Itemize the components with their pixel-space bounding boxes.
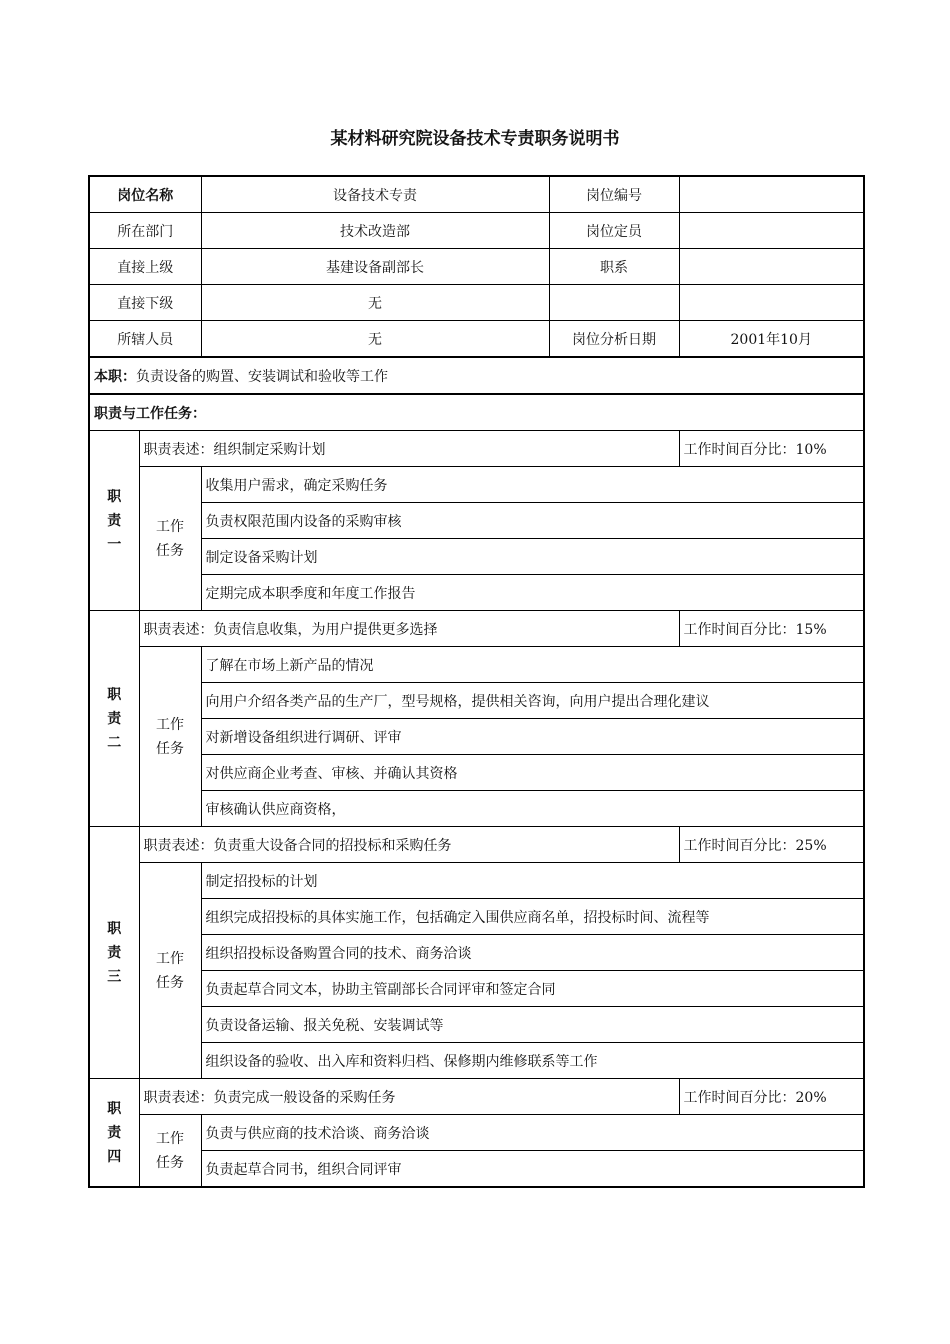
task-item: 组织设备的验收、出入库和资料归档、保修期内维修联系等工作 (201, 1043, 864, 1079)
header-row (89, 285, 864, 321)
task-row (89, 863, 864, 899)
duty-description: 职责表述：负责信息收集，为用户提供更多选择 (139, 611, 679, 647)
header-value: 无 (201, 285, 549, 321)
task-row (89, 935, 864, 971)
task-row (89, 1115, 864, 1151)
header-label: 岗位名称 (89, 176, 201, 213)
task-row (89, 899, 864, 935)
task-label-text: 工作任务 (156, 950, 184, 991)
task-row (89, 1043, 864, 1079)
header-row (89, 249, 864, 285)
task-item: 制定设备采购计划 (201, 539, 864, 575)
header-value-2 (679, 285, 864, 321)
duty-name-char: 职责四 (107, 1100, 122, 1165)
header-row (89, 321, 864, 358)
duty-percent: 工作时间百分比：15% (679, 611, 864, 647)
task-row (89, 503, 864, 539)
task-row (89, 683, 864, 719)
duty-name (89, 827, 139, 1079)
duty-name (89, 431, 139, 611)
duty-name (89, 611, 139, 827)
task-item: 制定招投标的计划 (201, 863, 864, 899)
task-row (89, 791, 864, 827)
job-description-table (88, 175, 865, 1188)
header-value-2: 2001年10月 (679, 321, 864, 358)
task-item: 负责与供应商的技术洽谈、商务洽谈 (201, 1115, 864, 1151)
header-value-2 (679, 249, 864, 285)
task-item: 对供应商企业考查、审核、并确认其资格 (201, 755, 864, 791)
task-label-text: 工作任务 (156, 1130, 184, 1171)
header-label-2: 职系 (549, 249, 679, 285)
header-label: 所辖人员 (89, 321, 201, 358)
task-item: 对新增设备组织进行调研、评审 (201, 719, 864, 755)
header-label: 直接上级 (89, 249, 201, 285)
task-label-text: 工作任务 (156, 518, 184, 559)
header-value: 技术改造部 (201, 213, 549, 249)
task-row (89, 719, 864, 755)
duty-name-char: 职责三 (107, 920, 122, 985)
core-duty-cell (89, 357, 864, 394)
task-item: 向用户介绍各类产品的生产厂，型号规格，提供相关咨询，向用户提出合理化建议 (201, 683, 864, 719)
duty-description-row (89, 827, 864, 863)
duty-description-row (89, 1079, 864, 1115)
task-row (89, 755, 864, 791)
header-label-2: 岗位分析日期 (549, 321, 679, 358)
header-label-2: 岗位编号 (549, 176, 679, 213)
task-item: 组织招投标设备购置合同的技术、商务洽谈 (201, 935, 864, 971)
duty-percent: 工作时间百分比：25% (679, 827, 864, 863)
task-row (89, 647, 864, 683)
duty-description: 职责表述：组织制定采购计划 (139, 431, 679, 467)
task-row (89, 1151, 864, 1188)
header-label-2: 岗位定员 (549, 213, 679, 249)
core-duty-label: 本职： (94, 368, 136, 385)
task-row (89, 1007, 864, 1043)
task-row (89, 971, 864, 1007)
task-label (139, 863, 201, 1079)
duty-description: 职责表述：负责完成一般设备的采购任务 (139, 1079, 679, 1115)
duty-description: 职责表述：负责重大设备合同的招投标和采购任务 (139, 827, 679, 863)
task-label (139, 1115, 201, 1188)
duty-name-char: 职责一 (107, 488, 122, 553)
task-label (139, 467, 201, 611)
task-item: 负责起草合同书，组织合同评审 (201, 1151, 864, 1188)
header-value: 设备技术专责 (201, 176, 549, 213)
header-row (89, 213, 864, 249)
task-item: 负责起草合同文本，协助主管副部长合同评审和签定合同 (201, 971, 864, 1007)
task-row (89, 575, 864, 611)
header-value: 无 (201, 321, 549, 358)
duty-percent: 工作时间百分比：20% (679, 1079, 864, 1115)
header-value-2 (679, 176, 864, 213)
task-row (89, 539, 864, 575)
task-item: 组织完成招投标的具体实施工作，包括确定入围供应商名单，招投标时间、流程等 (201, 899, 864, 935)
header-value-2 (679, 213, 864, 249)
header-label: 所在部门 (89, 213, 201, 249)
core-duty-text: 负责设备的购置、安装调试和验收等工作 (136, 368, 388, 385)
task-item: 收集用户需求，确定采购任务 (201, 467, 864, 503)
document-title: 某材料研究院设备技术专责职务说明书 (330, 129, 620, 149)
duties-title-row (89, 394, 864, 431)
header-value: 基建设备副部长 (201, 249, 549, 285)
task-row (89, 467, 864, 503)
header-label: 直接下级 (89, 285, 201, 321)
header-label-2 (549, 285, 679, 321)
duty-percent: 工作时间百分比：10% (679, 431, 864, 467)
task-item: 了解在市场上新产品的情况 (201, 647, 864, 683)
header-row (89, 176, 864, 213)
task-item: 负责权限范围内设备的采购审核 (201, 503, 864, 539)
duty-description-row (89, 611, 864, 647)
task-item: 负责设备运输、报关免税、安装调试等 (201, 1007, 864, 1043)
task-label (139, 647, 201, 827)
duty-description-row (89, 431, 864, 467)
task-item: 定期完成本职季度和年度工作报告 (201, 575, 864, 611)
task-label-text: 工作任务 (156, 716, 184, 757)
task-item: 审核确认供应商资格， (201, 791, 864, 827)
duty-name (89, 1079, 139, 1188)
duty-name-char: 职责二 (107, 686, 122, 751)
duties-title: 职责与工作任务： (89, 394, 864, 431)
core-duty-row (89, 357, 864, 394)
